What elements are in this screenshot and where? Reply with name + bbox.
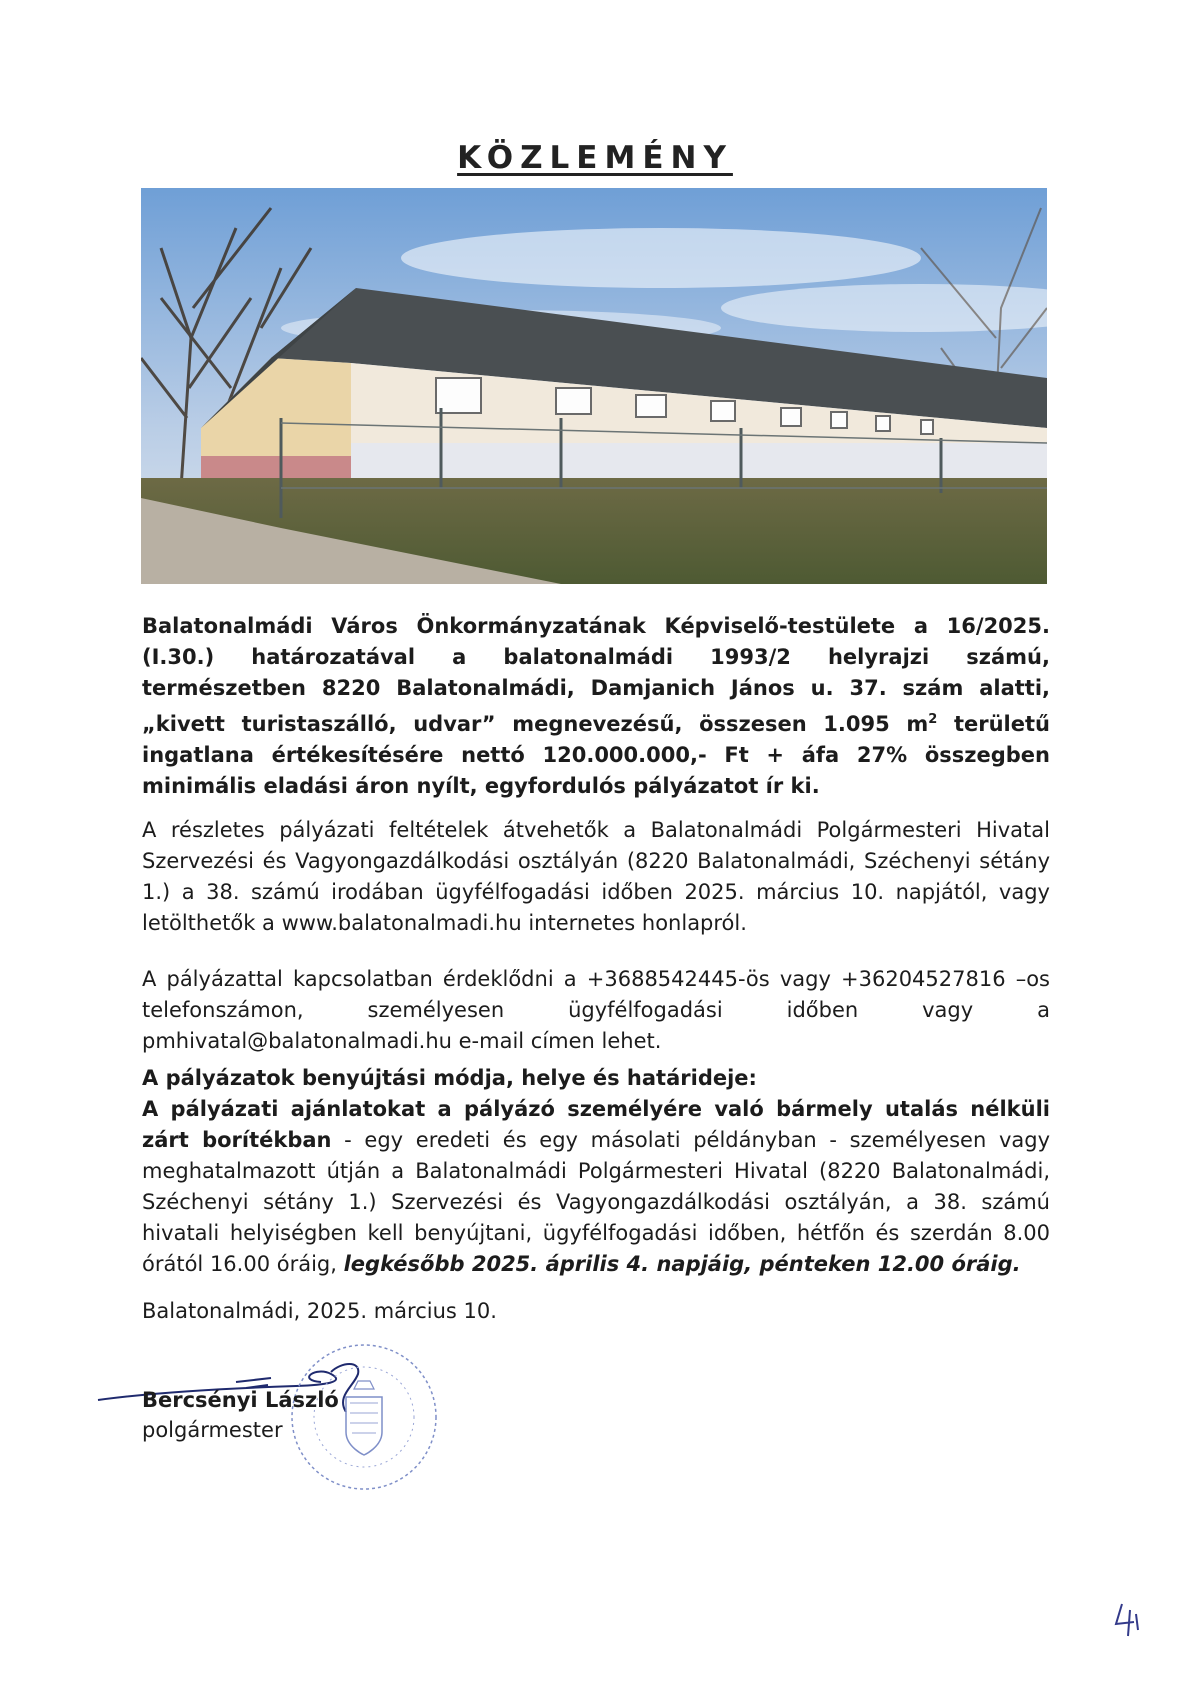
submission-line: Széchenyi sétány 1.) Szervezési és Vagyongazdálkodási osztályán, a 38. számú: [142, 1190, 1050, 1214]
place-date: Balatonalmádi, 2025. március 10.: [142, 1299, 497, 1323]
submission-paragraph: [142, 1063, 1050, 1280]
summary-line: természetben 8220 Balatonalmádi, Damjanich János u. 37. szám alatti,: [142, 676, 1050, 700]
summary-text: „kivett turistaszálló, udvar” megnevezésű, összesen 1.095 m: [142, 712, 929, 736]
building-photo: [141, 188, 1047, 584]
signature-block: [142, 1385, 339, 1445]
signatory-name: Bercsényi László: [142, 1388, 339, 1412]
conditions-line: 1.) a 38. számú irodában ügyfélfogadási időben 2025. március 10. napjától, vagy: [142, 880, 1050, 904]
submission-line: A pályázati ajánlatokat a pályázó személyére való bármely utalás nélküli: [142, 1097, 1050, 1121]
announcement-summary: [142, 611, 1050, 802]
signatory-role: polgármester: [142, 1418, 283, 1442]
conditions-paragraph: [142, 815, 1050, 939]
contact-line: A pályázattal kapcsolatban érdeklődni a +3688542445-ös vagy +36204527816 –os: [142, 967, 1050, 991]
page-title: KÖZLEMÉNY: [457, 140, 733, 176]
submission-line: [142, 1249, 1050, 1280]
deadline-text: legkésőbb 2025. április 4. napjáig, pénteken 12.00 óráig.: [343, 1252, 1021, 1276]
submission-line: hivatali helyiségben kell benyújtani, ügyfélfogadási időben, hétfőn és szerdán 8.00: [142, 1221, 1050, 1245]
summary-line: minimális eladási áron nyílt, egyfordulós pályázatot ír ki.: [142, 774, 820, 798]
summary-line: ingatlana értékesítésére nettó 120.000.000,- Ft + áfa 27% összegben: [142, 743, 1050, 767]
contact-line: pmhivatal@balatonalmadi.hu e-mail címen lehet.: [142, 1029, 662, 1053]
contact-line: telefonszámon, személyesen ügyfélfogadási időben vagy a: [142, 998, 1050, 1022]
handwritten-page-number-icon: [1108, 1600, 1148, 1640]
contact-paragraph: [142, 964, 1050, 1057]
summary-line: [142, 704, 1050, 740]
submission-text: - egy eredeti és egy másolati példányban - személyesen vagy: [331, 1128, 1050, 1152]
conditions-line: letölthetők a www.balatonalmadi.hu internetes honlapról.: [142, 911, 747, 935]
submission-text: órától 16.00 óráig,: [142, 1252, 344, 1276]
building-photo-icon: [141, 188, 1047, 584]
conditions-line: A részletes pályázati feltételek átvehetők a Balatonalmádi Polgármesteri Hivatal: [142, 818, 1050, 842]
submission-line: meghatalmazott útján a Balatonalmádi Polgármesteri Hivatal (8220 Balatonalmádi,: [142, 1159, 1050, 1183]
summary-text: területű: [937, 712, 1050, 736]
sealed-envelope-text: zárt borítékban: [142, 1128, 332, 1152]
summary-line: (I.30.) határozatával a balatonalmádi 1993/2 helyrajzi számú,: [142, 645, 1050, 669]
summary-line: Balatonalmádi Város Önkormányzatának Képviselő-testülete a 16/2025.: [142, 614, 1050, 638]
submission-heading: A pályázatok benyújtási módja, helye és határideje:: [142, 1066, 757, 1090]
conditions-line: Szervezési és Vagyongazdálkodási osztályán (8220 Balatonalmádi, Széchenyi sétány: [142, 849, 1050, 873]
submission-line: [142, 1125, 1050, 1156]
area-superscript: 2: [928, 712, 938, 727]
